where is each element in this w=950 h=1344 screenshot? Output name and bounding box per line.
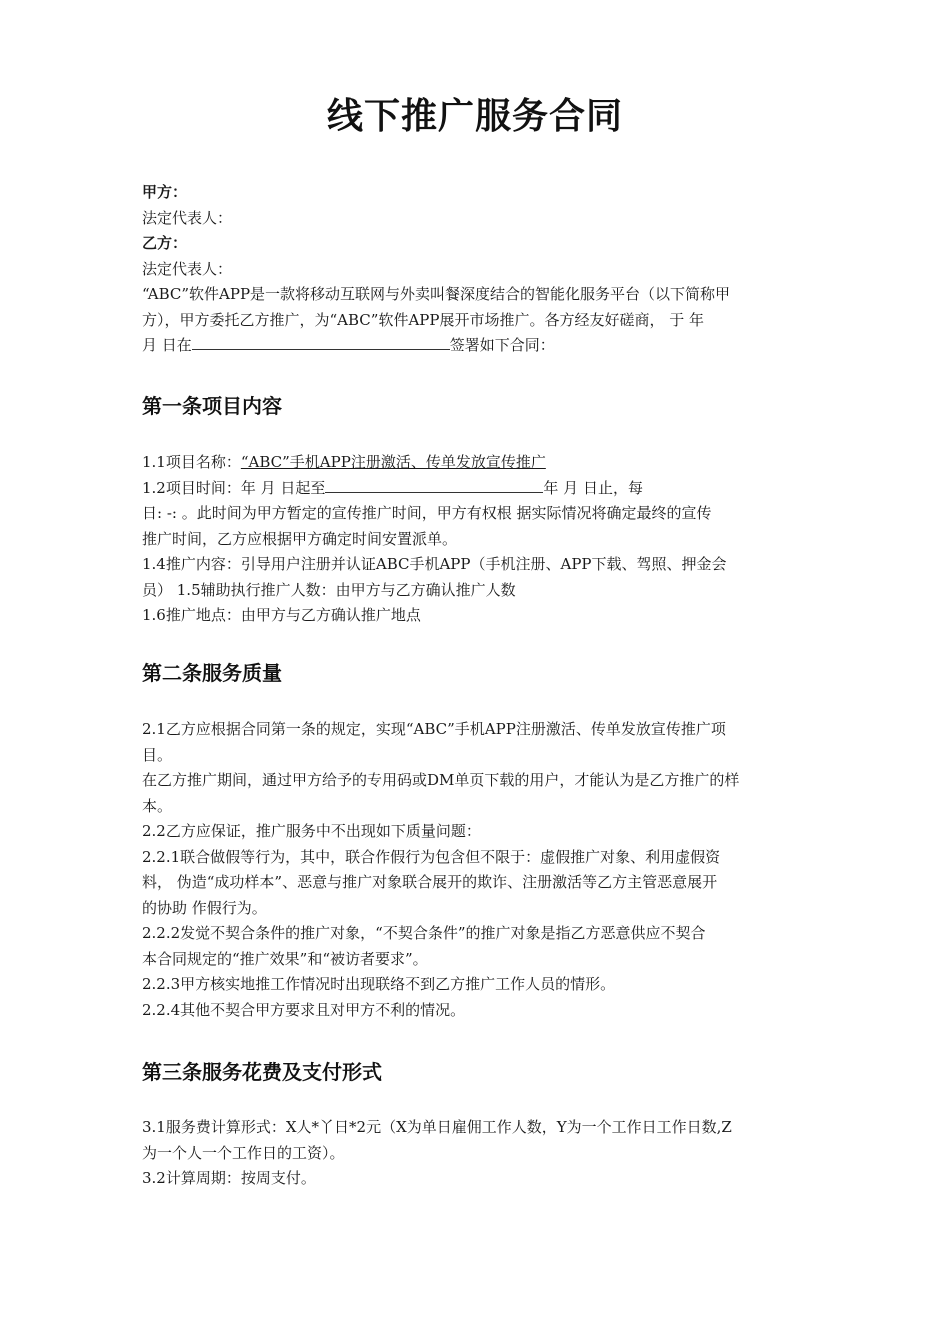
section-2-body xyxy=(142,717,822,1023)
document-title: 线下推广服务合同 xyxy=(326,96,623,137)
paragraph-line: 推广时间，乙方应根据甲方确定时间安置派单。 xyxy=(142,529,458,548)
paragraph-line: 本合同规定的“推广效果”和“被访者要求”。 xyxy=(142,949,428,968)
project-name-line xyxy=(142,450,822,476)
intro-line: 方），甲方委托乙方推广，为“ABC”软件APP展开市场推广。各方经友好磋商， 于 年 xyxy=(142,310,705,329)
project-time-text: 1.2项目时间：年 月 日起至 xyxy=(142,478,326,497)
party-a-label: 甲方： xyxy=(142,183,188,201)
intro-text: 签署如下合同： xyxy=(449,336,555,354)
signing-place-blank xyxy=(192,334,450,350)
paragraph-line: 目。 xyxy=(142,745,173,764)
paragraph-line: 为一个人一个工作日的工资）。 xyxy=(142,1143,345,1162)
paragraph-line: 本。 xyxy=(142,796,173,815)
section-heading: 第一条项目内容 xyxy=(142,394,282,418)
section-heading: 第三条服务花费及支付形式 xyxy=(142,1060,382,1084)
project-name-value: “ABC”手机APP注册激活、传单发放宣传推广 xyxy=(240,453,546,471)
paragraph-line: 3.2计算周期：按周支付。 xyxy=(142,1169,316,1187)
paragraph-line: 1.6推广地点：由甲方与乙方确认推广地点 xyxy=(142,606,421,624)
paragraph-line: 1.4推广内容：引导用户注册并认证ABC手机APP（手机注册、APP下载、驾照、押金会 xyxy=(142,555,727,573)
paragraph-line: 2.2乙方应保证，推广服务中不出现如下质量问题： xyxy=(142,822,481,840)
project-name-label: 1.1项目名称： xyxy=(142,453,241,471)
project-time-text: 年 月 日止，每 xyxy=(543,478,643,497)
paragraph-line: 料， 伪造“成功样本”、恶意与推广对象联合展开的欺诈、注册激活等乙方主管恶意展开 xyxy=(142,873,718,891)
section-heading: 第二条服务质量 xyxy=(142,661,282,685)
paragraph-line: 员） 1.5辅助执行推广人数：由甲方与乙方确认推广人数 xyxy=(142,580,516,599)
party-b-representative: 法定代表人： xyxy=(142,259,233,278)
party-a-representative: 法定代表人： xyxy=(142,208,233,227)
paragraph-line: 2.2.4其他不契合甲方要求且对甲方不利的情况。 xyxy=(142,1000,466,1019)
paragraph-line: 2.2.1联合做假等行为，其中，联合作假行为包含但不限于：虚假推广对象、利用虚假资 xyxy=(142,847,721,866)
intro-line: “ABC”软件APP是一款将移动互联网与外卖叫餐深度结合的智能化服务平台（以下简称甲 xyxy=(142,285,731,303)
paragraph-line: 2.1乙方应根据合同第一条的规定，实现“ABC”手机APP注册激活、传单发放宣传推广项 xyxy=(142,720,726,738)
paragraph-line: 的协助 作假行为。 xyxy=(142,898,267,917)
paragraph-line: 3.1服务费计算形式：X人*丫日*2元（X为单日雇佣工作人数，Y为一个工作日工作日数,Z xyxy=(142,1118,732,1136)
party-b-label: 乙方： xyxy=(142,234,188,252)
parties-block xyxy=(142,180,822,359)
project-time-line xyxy=(142,476,822,502)
section-3-body xyxy=(142,1115,822,1192)
section-1-body xyxy=(142,450,822,629)
intro-text: 月 日在 xyxy=(142,336,192,354)
paragraph-line: 2.2.2发觉不契合条件的推广对象，“不契合条件”的推广对象是指乙方恶意供应不契合 xyxy=(142,924,706,942)
intro-line-signing xyxy=(142,333,822,359)
paragraph-line: 在乙方推广期间，通过甲方给予的专用码或DM单页下载的用户，才能认为是乙方推广的样 xyxy=(142,771,740,789)
end-date-blank xyxy=(325,477,543,493)
paragraph-line: 2.2.3甲方核实地推工作情况时出现联络不到乙方推广工作人员的情形。 xyxy=(142,975,616,993)
paragraph-line: 日: -: 。此时间为甲方暂定的宣传推广时间，甲方有权根 据实际情况将确定最终的宣传 xyxy=(142,504,712,522)
